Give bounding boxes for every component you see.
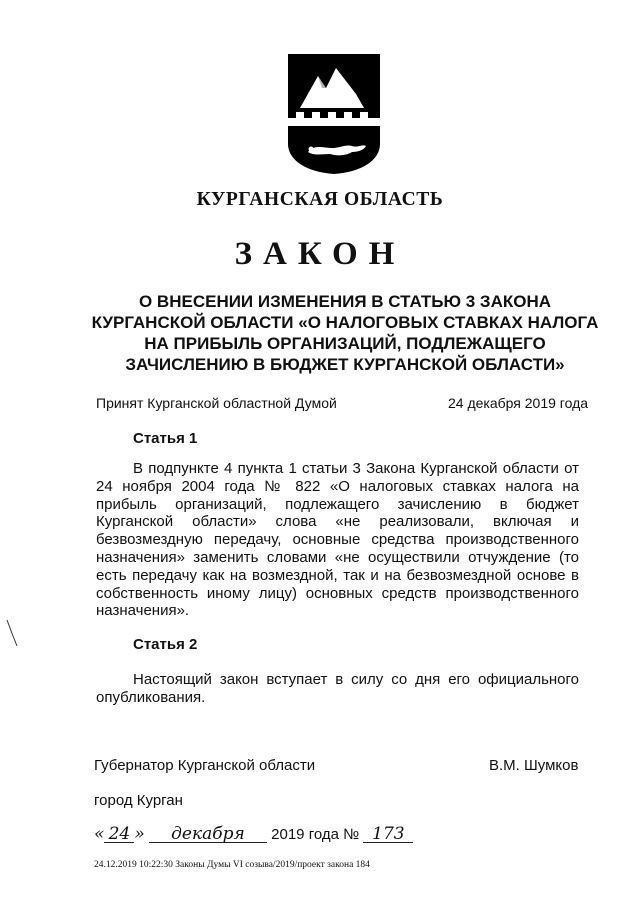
article-1-heading: Статья 1 <box>133 430 198 447</box>
coat-of-arms-emblem <box>286 52 382 176</box>
quote-close: » <box>134 824 145 844</box>
margin-pen-mark <box>5 618 19 648</box>
article-1-text: В подпункте 4 пункта 1 статьи 3 Закона Курганской области от 24 ноября 2004 года № 822 «О налоговых ставках налога на прибыль организаций, подлежащего зачислению в бюджет Курганской области» слова «не реализовали, включая и безвозмездную передачу, основные средства производственного назначения» заменить словами «не осуществили отчуждение (то есть передачу как на возмездной, так и на безвозмездной основе в собственность иному лицу) основных средств производственного назначения». <box>96 460 579 620</box>
signing-date-line <box>94 824 413 844</box>
file-path-footer: 24.12.2019 10:22:30 Законы Думы VI созыва/2019/проект закона 184 <box>94 860 370 870</box>
adopted-by-label: Принят Курганской областной Думой <box>96 395 337 411</box>
document-type: ЗАКОН <box>234 236 406 272</box>
article-2-text: Настоящий закон вступает в силу со дня его официального опубликования. <box>96 671 579 706</box>
governor-name: В.М. Шумков <box>489 757 579 774</box>
article-2-heading: Статья 2 <box>133 636 198 653</box>
adoption-date: 24 декабря 2019 года <box>448 395 589 411</box>
quote-open: « <box>94 824 105 844</box>
city-name: город Курган <box>94 792 183 809</box>
law-number: 173 <box>363 827 413 843</box>
year-and-number-label: 2019 года № <box>271 826 360 843</box>
region-name: КУРГАНСКАЯ ОБЛАСТЬ <box>196 189 444 210</box>
document-title: О ВНЕСЕНИИ ИЗМЕНЕНИЯ В СТАТЬЮ 3 ЗАКОНА КУРГАНСКОЙ ОБЛАСТИ «О НАЛОГОВЫХ СТАВКАХ НАЛОГА НА ПРИБЫЛЬ ОРГАНИЗАЦИЙ, ПОДЛЕЖАЩЕГО ЗАЧИСЛЕНИЮ В БЮДЖЕТ КУРГАНСКОЙ ОБЛАСТИ» <box>91 292 599 374</box>
signing-day: 24 <box>104 827 134 843</box>
signing-month: декабря <box>149 827 267 843</box>
governor-title: Губернатор Курганской области <box>94 757 316 774</box>
